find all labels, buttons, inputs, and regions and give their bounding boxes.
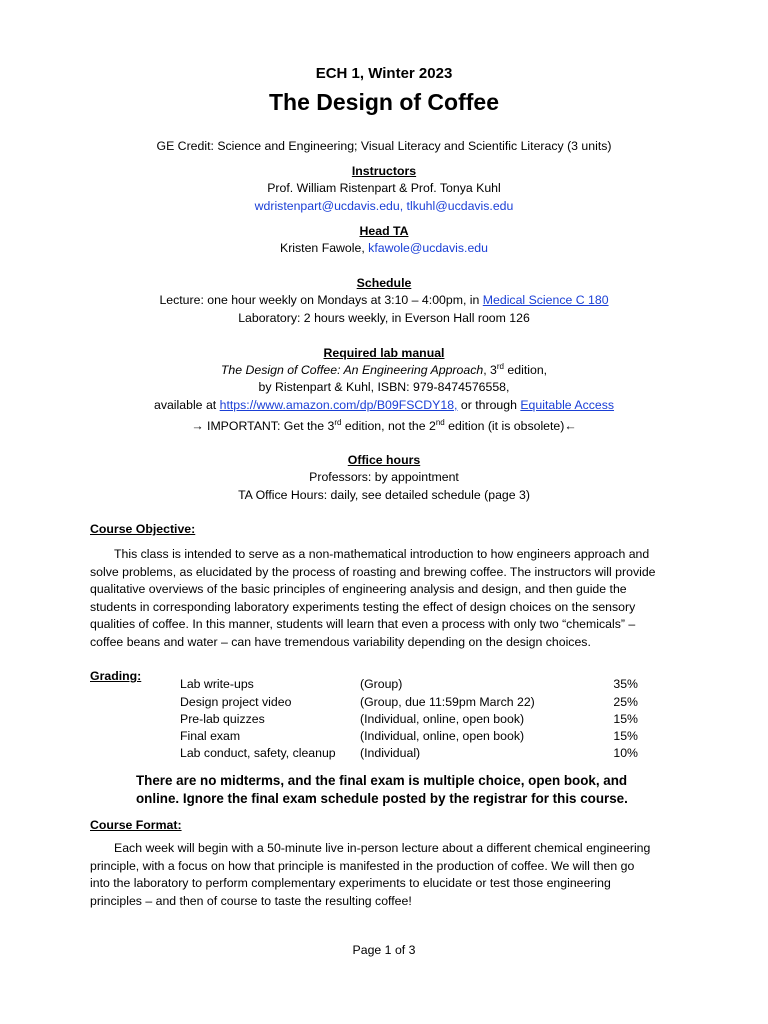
grading-weight: 25% (613, 695, 638, 709)
amazon-link[interactable]: https://www.amazon.com/dp/B09FSCDY18, (219, 398, 458, 412)
instructor-emails[interactable]: wdristenpart@ucdavis.edu, tlkuhl@ucdavis.edu (254, 199, 514, 213)
important-sup1: rd (334, 417, 342, 427)
course-objective-heading: Course Objective: (90, 522, 196, 536)
edition-suffix: edition, (504, 363, 548, 377)
laboratory-line: Laboratory: 2 hours weekly, in Everson Hall room 126 (238, 311, 530, 325)
grading-type: (Individual) (360, 746, 421, 760)
grading-type: (Group, due 11:59pm March 22) (360, 695, 535, 709)
page-number: Page 1 of 3 (352, 943, 416, 957)
grading-weight: 35% (613, 677, 638, 691)
important-a: → IMPORTANT: Get the 3 (191, 419, 335, 433)
objective-line: qualities of coffee. In this manner, students will learn that even a process with only two “chemicals” – (90, 617, 636, 632)
grading-weight: 10% (613, 746, 638, 760)
instructor-names: Prof. William Ristenpart & Prof. Tonya Kuhl (267, 181, 501, 195)
objective-line: This class is intended to serve as a non-mathematical introduction to how engineers approach and (114, 547, 650, 561)
lecture-location-link[interactable]: Medical Science C 180 (482, 293, 609, 307)
grading-type: (Group) (360, 677, 403, 691)
grading-item: Final exam (180, 729, 241, 743)
exam-note-line: online. Ignore the final exam schedule posted by the registrar for this course. (136, 791, 628, 806)
exam-note (136, 772, 636, 808)
grading-type: (Individual, online, open book) (360, 729, 525, 743)
lab-manual-heading: Required lab manual (323, 346, 445, 360)
ge-credit: GE Credit: Science and Engineering; Visual Literacy and Scientific Literacy (3 units) (156, 139, 612, 153)
important-c: edition (it is obsolete)← (444, 419, 577, 433)
important-sup2: nd (435, 417, 445, 427)
schedule-heading: Schedule (356, 276, 412, 290)
office-hours-professors: Professors: by appointment (309, 470, 459, 484)
edition-warning (0, 419, 768, 433)
objective-line: students in corresponding laboratory experiments testing the effect of design choices on the sensory (90, 599, 636, 614)
page-title: The Design of Coffee (268, 89, 499, 115)
objective-line: coffee beans and water – can have tremendous variability depending on the design choices. (90, 634, 591, 649)
grading-item: Design project video (180, 695, 292, 709)
lecture-text: Lecture: one hour weekly on Mondays at 3:10 – 4:00pm, in (159, 293, 483, 307)
available-prefix: available at (153, 398, 220, 412)
edition-sup: rd (496, 361, 504, 371)
grading-weight: 15% (613, 729, 638, 743)
grading-item: Pre-lab quizzes (180, 712, 265, 726)
objective-line: qualitative overviews of the basic principles of engineering analysis and design, and then guide the (90, 582, 627, 597)
grading-item: Lab conduct, safety, cleanup (180, 746, 336, 760)
office-hours-heading: Office hours (347, 453, 421, 467)
grading-weight: 15% (613, 712, 638, 726)
format-line: principles – and then of course to taste the resulting coffee! (90, 893, 412, 908)
exam-note-line: There are no midterms, and the final exam is multiple choice, open book, and (136, 773, 628, 788)
head-ta-line (0, 241, 768, 255)
course-objective-paragraph (90, 546, 678, 652)
course-format-heading: Course Format: (90, 818, 182, 832)
lab-manual-availability (0, 398, 768, 412)
lab-manual-authors: by Ristenpart & Kuhl, ISBN: 979-8474576558, (258, 380, 510, 394)
through-text: or through (457, 398, 521, 412)
office-hours-ta: TA Office Hours: daily, see detailed schedule (page 3) (238, 488, 530, 502)
grading-item: Lab write-ups (180, 677, 254, 691)
instructors-heading: Instructors (351, 164, 417, 178)
course-format-paragraph (90, 840, 678, 910)
important-b: edition, not the 2 (341, 419, 436, 433)
lab-manual-title-line (0, 363, 768, 377)
equitable-access-link[interactable]: Equitable Access (520, 398, 615, 412)
head-ta-heading: Head TA (359, 224, 409, 238)
book-title: The Design of Coffee: An Engineering Approach (220, 363, 484, 377)
grading-type: (Individual, online, open book) (360, 712, 525, 726)
lecture-line (0, 293, 768, 307)
head-ta-name: Kristen Fawole, (280, 241, 369, 255)
objective-line: solve problems, as elucidated by the process of roasting and brewing coffee. The instructors will provide (90, 564, 656, 579)
format-line: into the laboratory to perform complementary experiments to elucidate or test those engineering (90, 876, 611, 891)
format-line: principle, with a focus on how that principle is manifested in the production of coffee. We will then go (90, 858, 635, 873)
format-line: Each week will begin with a 50-minute live in-person lecture about a different chemical engineering (114, 841, 651, 855)
head-ta-email[interactable]: kfawole@ucdavis.edu (368, 241, 488, 255)
grading-heading: Grading: (90, 669, 142, 683)
course-code: ECH 1, Winter 2023 (315, 65, 453, 82)
edition-prefix: , 3 (483, 363, 497, 377)
